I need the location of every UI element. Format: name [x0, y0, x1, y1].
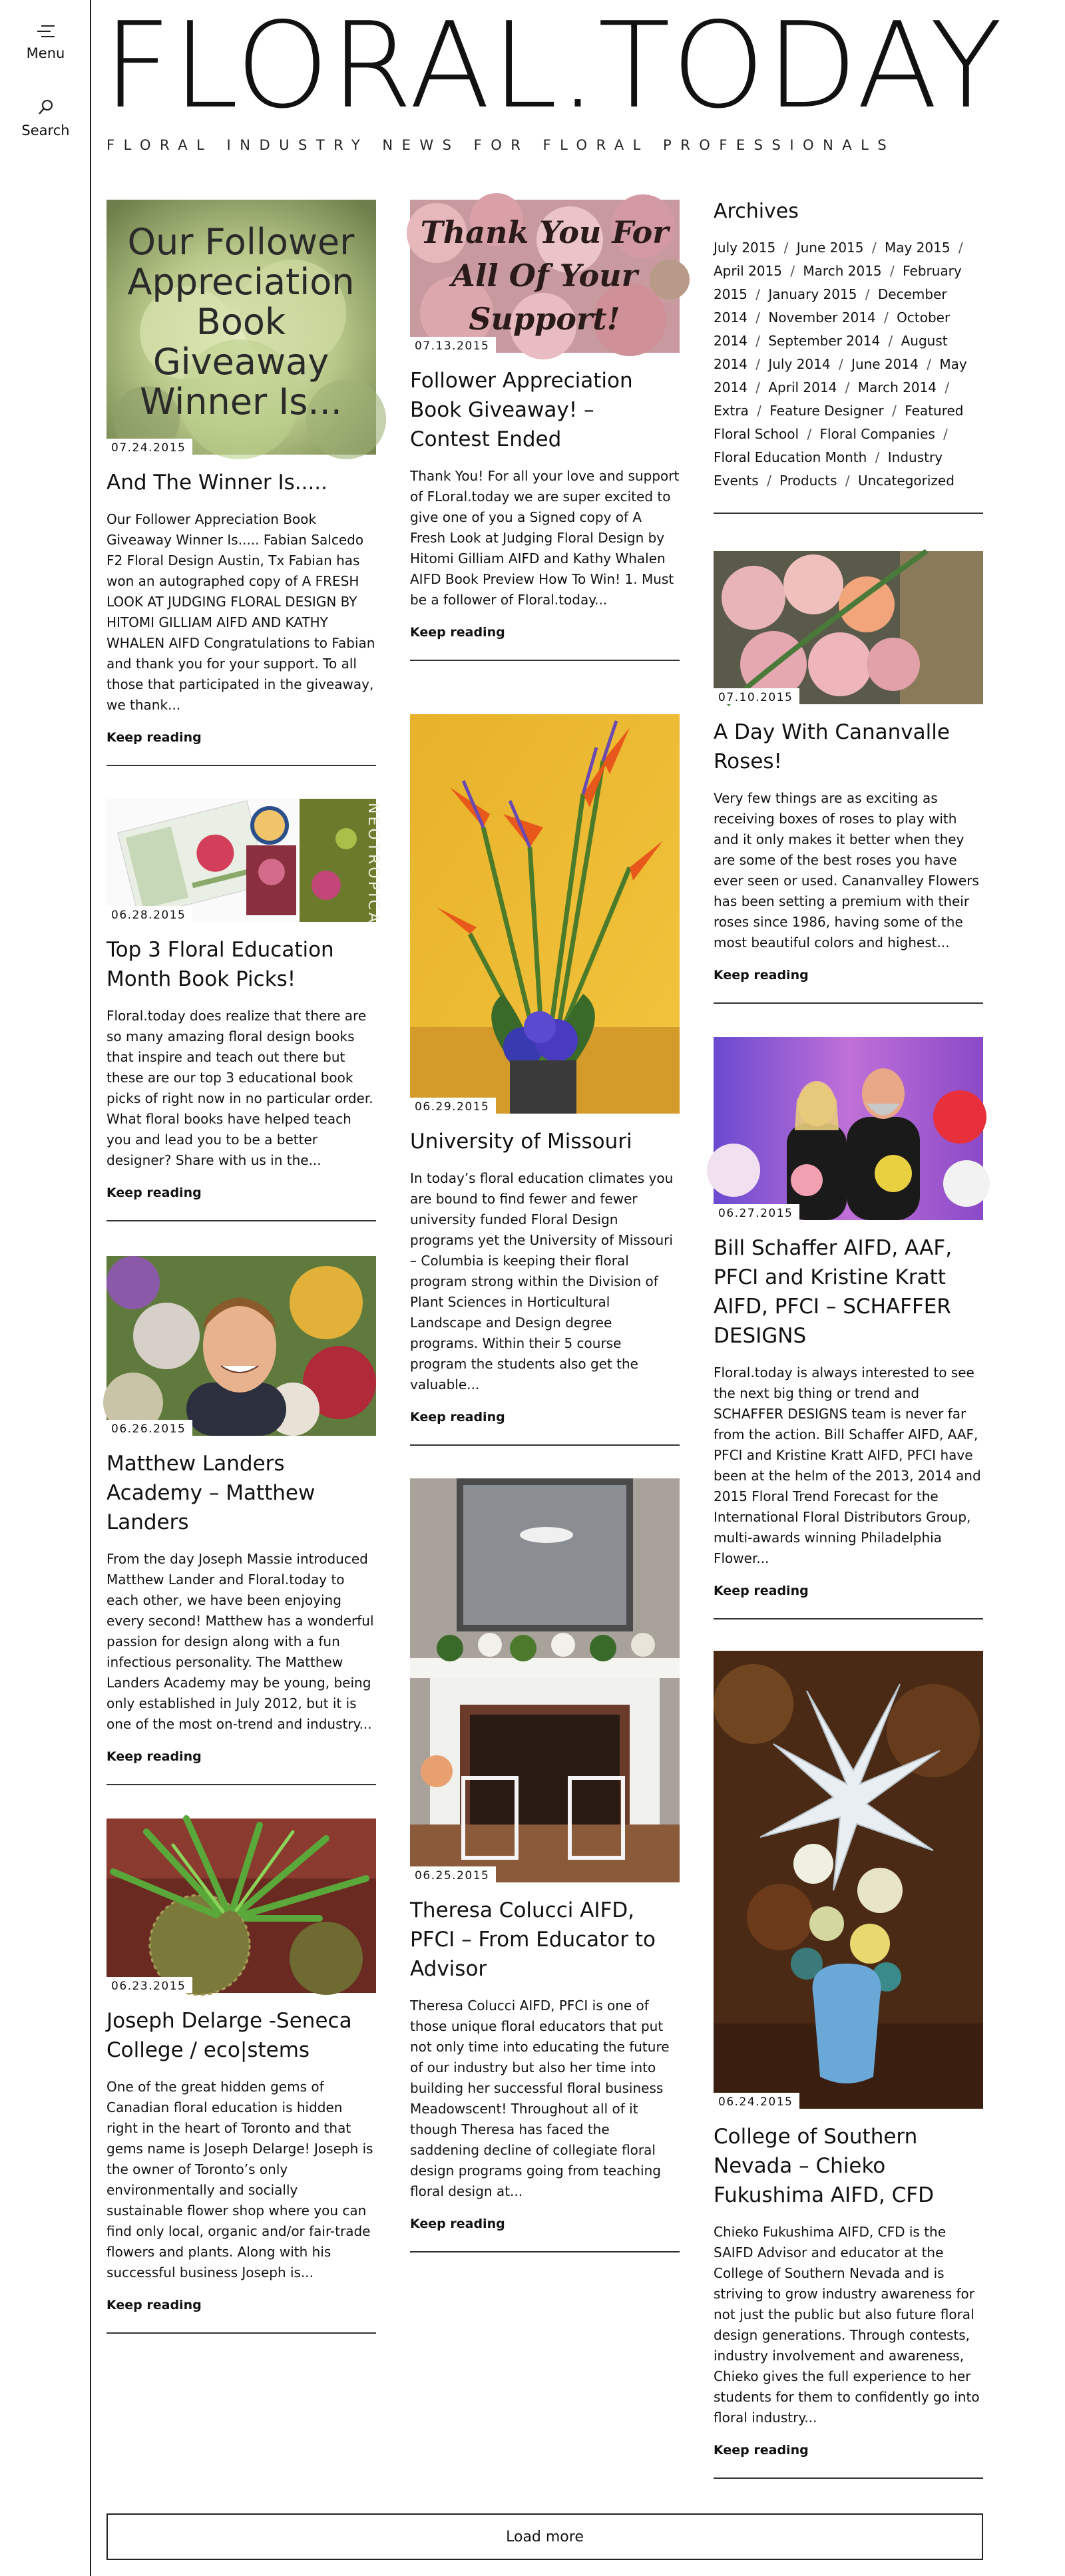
archive-link[interactable]: March 2015 [803, 263, 882, 279]
archive-separator: / [884, 333, 897, 349]
archive-separator: / [885, 263, 899, 279]
post-excerpt: From the day Joseph Massie introduced Matthew Lander and Floral.today to each other, we have been enjoying every second! Matthew has a wonderful passion for design along with a fun infectious personality. The Matthew Landers Academy may be young, being only established in July 2012, but it is one of the most on-trend and industry... [106, 1551, 374, 1732]
archive-separator: / [887, 403, 901, 419]
archive-link[interactable]: August 2014 [714, 333, 948, 372]
archive-link[interactable]: Floral Education Month [714, 449, 867, 465]
keep-reading-link[interactable]: Keep reading [714, 968, 809, 982]
post-title[interactable]: Follower Appreciation Book Giveaway! – Contest Ended [410, 369, 633, 451]
archives-heading: Archives [714, 200, 799, 223]
image-text-line: Book [196, 301, 286, 343]
keep-reading-link[interactable]: Keep reading [714, 2443, 809, 2458]
menu-icon [37, 25, 55, 39]
post-divider [714, 1002, 983, 1004]
archive-separator: / [751, 333, 765, 349]
archives-links [714, 236, 983, 493]
books-image [106, 799, 381, 925]
archive-separator: / [751, 379, 765, 395]
post-date: 07.13.2015 [410, 337, 496, 353]
archive-separator: / [871, 449, 884, 465]
image-text-line: Winner Is... [140, 381, 342, 423]
archive-link[interactable]: Industry Events [714, 449, 943, 489]
bird-of-paradise-image [410, 714, 680, 1114]
thank-you-roses-image [410, 200, 680, 353]
archive-link[interactable]: January 2015 [768, 286, 857, 302]
post-title[interactable]: Joseph Delarge -Seneca College / eco|stems [106, 2009, 352, 2062]
landers-portrait-image [106, 1256, 376, 1436]
archive-link[interactable]: June 2014 [851, 356, 919, 372]
keep-reading-link[interactable]: Keep reading [106, 730, 202, 745]
image-text-line: Support! [469, 301, 620, 337]
archive-link[interactable]: February 2015 [714, 263, 962, 302]
archive-link[interactable]: May 2014 [714, 356, 967, 395]
post-title[interactable]: Bill Schaffer AIFD, AAF, PFCI and Kristine Kratt AIFD, PFCI – SCHAFFER DESIGNS [714, 1236, 953, 1348]
archive-separator: / [779, 240, 793, 256]
keep-reading-link[interactable]: Keep reading [106, 1749, 202, 1764]
post-title[interactable]: Matthew Landers Academy – Matthew Landers [106, 1452, 316, 1534]
search-icon [37, 99, 55, 116]
archive-link[interactable]: April 2015 [714, 263, 782, 279]
post-title[interactable]: A Day With Cananvalle Roses! [714, 720, 950, 773]
keep-reading-link[interactable]: Keep reading [106, 2298, 202, 2312]
image-text-line: Giveaway [152, 341, 329, 383]
post-title[interactable]: Theresa Colucci AIFD, PFCI – From Educator to Advisor [410, 1898, 656, 1981]
post-title[interactable]: University of Missouri [410, 1130, 632, 1154]
post-date: 07.10.2015 [714, 688, 799, 704]
image-text-line: Appreciation [127, 261, 355, 303]
menu-button[interactable] [0, 25, 91, 61]
keep-reading-link[interactable]: Keep reading [410, 2217, 505, 2231]
archive-link[interactable]: July 2014 [768, 356, 831, 372]
archive-separator: / [841, 379, 854, 395]
roses-box-image [714, 551, 983, 704]
site-tagline: FLORAL INDUSTRY NEWS FOR FLORAL PROFESSIONALS [106, 137, 896, 153]
archive-link[interactable]: December 2014 [714, 286, 947, 325]
archive-link[interactable]: Products [779, 473, 837, 489]
archive-separator: / [922, 356, 936, 372]
post-excerpt: Our Follower Appreciation Book Giveaway Winner Is..... Fabian Salcedo F2 Floral Design Austin, Tx Fabian has won an autographed copy of A FRESH LOOK AT JUDGING FLORAL DESIGN BY HITOMI GILLIAM AIFD AND KATHY WHALEN AIFD Congratulations to Fabian and thank you for your support. To all those that participated in the giveaway, we thank... [106, 511, 375, 713]
post-date: 06.24.2015 [714, 2093, 799, 2109]
schaffer-couple-image [714, 1037, 983, 1220]
archive-link[interactable]: Feature Designer [769, 403, 884, 419]
archive-separator: / [939, 426, 948, 442]
menu-label: Menu [26, 45, 65, 61]
load-more-button[interactable]: Load more [106, 2513, 983, 2560]
post-thumbnail[interactable] [106, 1819, 376, 1993]
archive-link[interactable]: Floral Companies [819, 426, 935, 442]
post-excerpt: In today’s floral education climates you are bound to find fewer and fewer university funded Floral Design programs yet the University of Missouri – Columbia is keeping their floral program strong within the Division of Plant Sciences in Horticultural Landscape and Design degree programs. Within their 5 course program the students also get the valuable... [410, 1170, 674, 1393]
post-thumbnail[interactable] [106, 1256, 376, 1436]
post-thumbnail[interactable] [410, 714, 680, 1114]
post-divider [106, 1220, 376, 1221]
post-thumbnail[interactable] [106, 799, 381, 925]
post-date: 07.24.2015 [106, 439, 192, 455]
archive-link[interactable]: May 2015 [884, 240, 951, 256]
image-text-line: Thank You For [420, 214, 669, 250]
side-rail [0, 0, 91, 2576]
post-schaffer [714, 1037, 983, 1619]
post-excerpt: Floral.today is always interested to see the next big thing or trend and SCHAFFER DESIGNS team is never far from the action. Bill Schaffer AIFD, AAF, PFCI and Kristine Kratt AIFD, PFCI have been at the helm of the 2013, 2014 and 2015 Floral Trend Forecast for the International Floral Distributors Group, multi-awards winning Philadelphia Flower... [714, 1365, 981, 1566]
post-divider [410, 1444, 680, 1446]
archive-link[interactable]: Uncategorized [857, 473, 955, 489]
post-date: 06.23.2015 [106, 1977, 192, 1993]
archive-separator: / [751, 310, 765, 325]
post-divider [714, 1618, 983, 1619]
archive-link[interactable]: November 2014 [768, 310, 876, 325]
post-excerpt: Thank You! For all your love and support of FLoral.today we are super excited to give one of you a Signed copy of A Fresh Look at Judging Floral Design by Hitomi Gilliam AIFD and Kathy Whalen AIFD Book Preview How To Win! 1. Must be a follower of Floral.today... [410, 468, 680, 608]
post-missouri [410, 714, 680, 1446]
hydrangea-image [106, 200, 376, 455]
post-thumbnail[interactable] [714, 1651, 983, 2109]
post-excerpt: Theresa Colucci AIFD, PFCI is one of those unique floral educators that put not only time into educating the future of our industry but also her time into building her successful floral business Meadowscent! Throughout all of it though Theresa has faced the saddening decline of collegiate floral design programs going from teaching floral design at... [410, 1998, 670, 2199]
post-thumbnail[interactable] [410, 200, 680, 353]
archive-link[interactable]: Featured Floral School [714, 403, 964, 442]
post-divider [106, 765, 376, 766]
archive-separator: / [751, 286, 765, 302]
post-divider [410, 2251, 680, 2253]
keep-reading-link[interactable]: Keep reading [410, 1410, 505, 1424]
archives-divider [714, 513, 983, 514]
archive-separator: / [879, 310, 893, 325]
post-thumbnail[interactable] [714, 551, 983, 704]
post-date: 06.25.2015 [410, 1866, 496, 1882]
post-winner [106, 200, 376, 766]
archive-separator: / [751, 356, 765, 372]
search-button[interactable] [0, 99, 91, 138]
post-giveaway [410, 200, 680, 661]
archives-widget [714, 200, 983, 514]
nevada-arrangement-image [714, 1651, 983, 2109]
book-spine-text: NEOTROPICA [365, 803, 381, 925]
post-excerpt: Floral.today does realize that there are so many amazing floral design books that inspire and teach out there but these are our top 3 educational book picks of right now in no particular order. What floral books have helped teach you and lead you to be a better designer? Share with us in the... [106, 1008, 373, 1168]
site-title[interactable]: FLORAL.TODAY [103, 0, 1004, 134]
post-excerpt: Very few things are as exciting as receiving boxes of roses to play with and it only makes it better when they are some of the best roses you have ever seen or used. Cananvalley Flowers has been setting a premium with their roses since 1986, having some of the most beautiful colors and highest... [714, 790, 979, 951]
kokedama-image [106, 1819, 376, 1993]
post-date: 06.27.2015 [714, 1204, 799, 1220]
post-divider [410, 660, 680, 661]
post-nevada [714, 1651, 983, 2479]
post-title[interactable]: Top 3 Floral Education Month Book Picks! [106, 938, 334, 991]
post-landers [106, 1256, 376, 1785]
post-colucci [410, 1478, 680, 2253]
post-delarge [106, 1819, 376, 2334]
post-cananvalle [714, 551, 983, 1004]
archive-link[interactable]: October 2014 [714, 310, 951, 349]
fireplace-mantel-image [410, 1478, 680, 1882]
archive-separator: / [834, 356, 848, 372]
archive-link[interactable]: Extra [714, 403, 749, 419]
post-divider [714, 2477, 983, 2479]
post-thumbnail[interactable] [410, 1478, 680, 1882]
image-text-line: Our Follower [127, 221, 355, 263]
archive-separator: / [762, 473, 776, 489]
archive-link[interactable]: June 2015 [796, 240, 864, 256]
archive-separator: / [867, 240, 881, 256]
archive-separator: / [861, 286, 874, 302]
keep-reading-link[interactable]: Keep reading [410, 625, 505, 640]
post-date: 06.26.2015 [106, 1420, 192, 1436]
post-thumbnail[interactable] [106, 200, 376, 455]
archive-separator: / [803, 426, 816, 442]
search-label: Search [21, 122, 70, 138]
post-date: 06.29.2015 [410, 1098, 496, 1114]
archive-link[interactable]: July 2015 [714, 240, 776, 256]
post-title[interactable]: College of Southern Nevada – Chieko Fukushima AIFD, CFD [714, 2125, 934, 2207]
archive-separator: / [841, 473, 854, 489]
keep-reading-link[interactable]: Keep reading [714, 1584, 809, 1598]
post-books [106, 799, 381, 1221]
archive-separator: / [785, 263, 799, 279]
post-title[interactable]: And The Winner Is..... [106, 471, 328, 495]
archive-link[interactable]: September 2014 [768, 333, 881, 349]
post-thumbnail[interactable] [714, 1037, 983, 1220]
post-divider [106, 1784, 376, 1785]
archive-separator: / [941, 379, 950, 395]
post-excerpt: One of the great hidden gems of Canadian floral education is hidden right in the heart of Toronto and that gems name is Joseph Delarge! Joseph is the owner of Toronto’s only environmentally and socially sustainable flower shop where you can find only local, organic and/or fair-trade flowers and plants. Along with his successful business Joseph is... [106, 2079, 373, 2280]
archive-link[interactable]: March 2014 [857, 379, 937, 395]
image-text-line: All Of Your [451, 258, 638, 294]
archive-separator: / [954, 240, 963, 256]
keep-reading-link[interactable]: Keep reading [106, 1185, 202, 1200]
post-date: 06.28.2015 [106, 906, 192, 922]
archive-link[interactable]: April 2014 [768, 379, 837, 395]
post-excerpt: Chieko Fukushima AIFD, CFD is the SAIFD Advisor and educator at the College of Southern Nevada and is striving to grow industry awareness for not just the public but also future floral design generations. Through contests, industry involvement and awareness, Chieko gives the full experience to her students for them to confidently go into floral industry... [714, 2224, 980, 2426]
archive-separator: / [752, 403, 766, 419]
post-divider [106, 2332, 376, 2334]
